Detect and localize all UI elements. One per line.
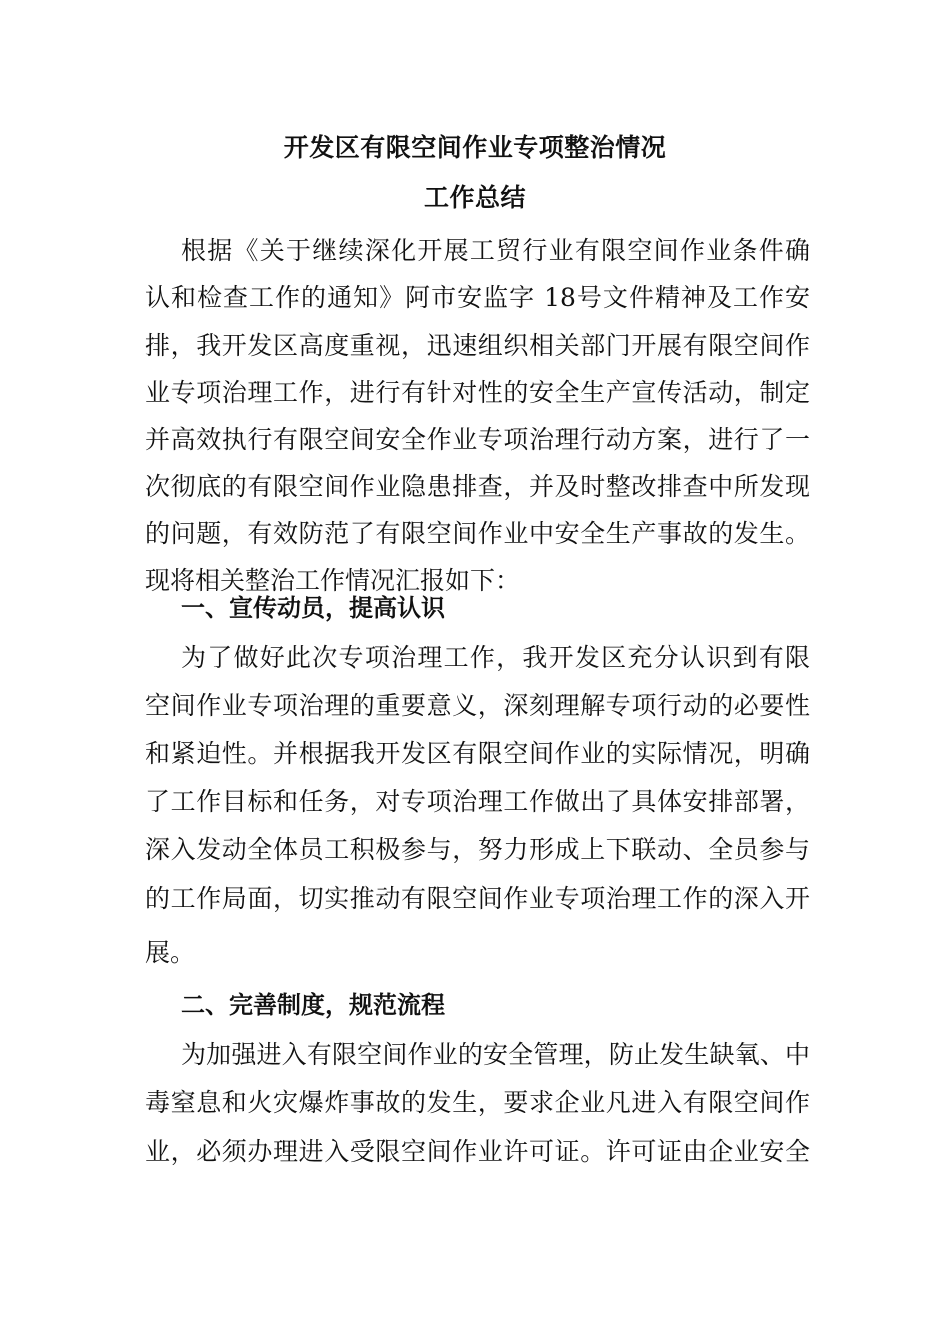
intro-line: 并高效执行有限空间安全作业专项治理行动方案，进行了一	[145, 425, 810, 454]
intro-line: 次彻底的有限空间作业隐患排查，并及时整改排查中所发现	[145, 472, 810, 501]
section-line: 为加强进入有限空间作业的安全管理，防止发生缺氧、中	[181, 1040, 810, 1069]
section-line: 和紧迫性。并根据我开发区有限空间作业的实际情况，明确	[145, 739, 810, 768]
section-line: 了工作目标和任务，对专项治理工作做出了具体安排部署，	[145, 787, 810, 816]
section-line: 毒窒息和火灾爆炸事故的发生，要求企业凡进入有限空间作	[145, 1088, 810, 1117]
section-line: 空间作业专项治理的重要意义，深刻理解专项行动的必要性	[145, 691, 810, 720]
document-subtitle: 工作总结	[423, 183, 526, 212]
section-line: 业，必须办理进入受限空间作业许可证。许可证由企业安全	[145, 1137, 810, 1166]
section-heading: 一、宣传动员，提高认识	[181, 594, 445, 622]
document-title: 开发区有限空间作业专项整治情况	[283, 133, 667, 162]
intro-line: 的问题，有效防范了有限空间作业中安全生产事故的发生。	[145, 519, 810, 548]
intro-line: 认和检查工作的通知》阿市安监字 18号文件精神及工作安	[145, 283, 810, 312]
section-line: 的工作局面，切实推动有限空间作业专项治理工作的深入开	[145, 884, 810, 913]
section-line: 为了做好此次专项治理工作，我开发区充分认识到有限	[181, 643, 810, 672]
intro-line: 业专项治理工作，进行有针对性的安全生产宣传活动，制定	[145, 378, 810, 407]
intro-line: 排，我开发区高度重视，迅速组织相关部门开展有限空间作	[145, 331, 810, 360]
intro-line: 根据《关于继续深化开展工贸行业有限空间作业条件确	[181, 236, 810, 265]
section-heading: 二、完善制度，规范流程	[181, 991, 445, 1019]
section-line: 深入发动全体员工积极参与，努力形成上下联动、全员参与	[145, 835, 810, 864]
section-line: 展。	[145, 938, 196, 967]
intro-line: 现将相关整治工作情况汇报如下：	[145, 566, 521, 595]
